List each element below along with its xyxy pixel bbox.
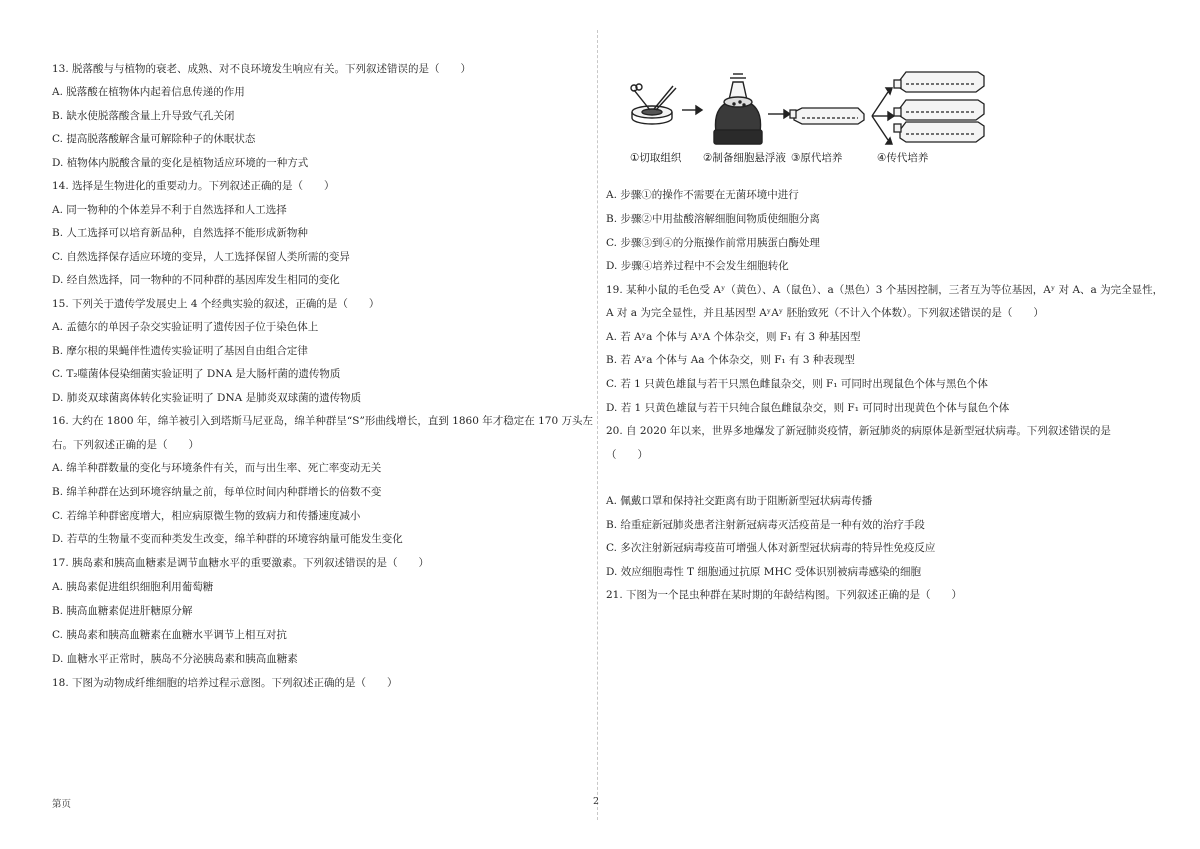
q15-option-d: D. 肺炎双球菌离体转化实验证明了 DNA 是肺炎双球菌的遗传物质 [52, 392, 362, 404]
q19-option-b: B. 若 Aʸa 个体与 Aa 个体杂交，则 F₁ 有 3 种表现型 [606, 354, 855, 366]
q13-option-c: C. 提高脱落酸解含量可解除种子的休眠状态 [52, 133, 256, 145]
q20-option-a: A. 佩戴口罩和保持社交距离有助于阻断新型冠状病毒传播 [606, 495, 873, 507]
footer-page-label: 第页 [52, 799, 72, 810]
figure-caption-step1: ①切取组织 [630, 152, 682, 164]
question-18-stem: 18. 下图为动物成纤维细胞的培养过程示意图。下列叙述正确的是（ ） [52, 677, 398, 689]
q13-option-a: A. 脱落酸在植物体内起着信息传递的作用 [52, 86, 245, 98]
q18-option-d: D. 步骤④培养过程中不会发生细胞转化 [606, 260, 789, 272]
question-20-stem: 20. 自 2020 年以来，世界多地爆发了新冠肺炎疫情，新冠肺炎的病原体是新型冠状病毒。下列叙述错误的是 [606, 425, 1111, 437]
q15-option-a: A. 孟德尔的单因子杂交实验证明了遗传因子位于染色体上 [52, 321, 319, 333]
question-16-stem-cont: 右。下列叙述正确的是（ ） [52, 439, 199, 451]
split-arrows-icon [872, 88, 894, 144]
arrow-icon [682, 106, 702, 114]
cell-culture-figure [630, 66, 986, 168]
q16-option-a: A. 绵羊种群数量的变化与环境条件有关，而与出生率、死亡率变动无关 [52, 462, 382, 474]
question-13-stem: 13. 脱落酸与与植物的衰老、成熟、对不良环境发生响应有关。下列叙述错误的是（ ） [52, 63, 472, 75]
tissue-dish-icon [631, 84, 676, 124]
question-19-stem-cont: A 对 a 为完全显性，并且基因型 AʸAʸ 胚胎致死（不计入个体数）。下列叙述错误的是（ ） [606, 307, 1044, 319]
figure-caption-step4: ④传代培养 [877, 152, 929, 164]
question-15-stem: 15. 下列关于遗传学发展史上 4 个经典实验的叙述，正确的是（ ） [52, 298, 380, 310]
q17-option-a: A. 胰岛素促进组织细胞利用葡萄糖 [52, 581, 214, 593]
q14-option-b: B. 人工选择可以培育新品种，自然选择不能形成新物种 [52, 227, 308, 239]
suspension-flask-icon [714, 74, 762, 144]
q14-option-c: C. 自然选择保存适应环境的变异，人工选择保留人类所需的变异 [52, 251, 350, 263]
q19-option-a: A. 若 Aʸa 个体与 AʸA 个体杂交，则 F₁ 有 3 种基因型 [606, 331, 861, 343]
cell-culture-diagram [630, 66, 986, 148]
q16-option-c: C. 若绵羊种群密度增大，相应病原微生物的致病力和传播速度减小 [52, 510, 361, 522]
q16-option-b: B. 绵羊种群在达到环境容纳量之前，每单位时间内种群增长的倍数不变 [52, 486, 382, 498]
q16-option-d: D. 若草的生物量不变而种类发生改变，绵羊种群的环境容纳量可能发生变化 [52, 533, 403, 545]
question-19-stem: 19. 某种小鼠的毛色受 Aʸ（黄色）、A（鼠色）、a（黑色）3 个基因控制，三者互为等位基因，Aʸ 对 A、a 为完全显性， [606, 284, 1164, 296]
q20-option-d: D. 效应细胞毒性 T 细胞通过抗原 MHC 受体识别被病毒感染的细胞 [606, 566, 922, 578]
q17-option-c: C. 胰岛素和胰高血糖素在血糖水平调节上相互对抗 [52, 629, 287, 641]
subculture-flasks-icon [894, 72, 984, 142]
q18-option-a: A. 步骤①的操作不需要在无菌环境中进行 [606, 189, 799, 201]
q13-option-d: D. 植物体内脱酸含量的变化是植物适应环境的一种方式 [52, 157, 309, 169]
question-20-stem-cont: （ ） [606, 449, 648, 461]
arrow-icon [768, 110, 790, 118]
q13-option-b: B. 缺水使脱落酸含量上升导致气孔关闭 [52, 110, 235, 122]
q19-option-c: C. 若 1 只黄色雄鼠与若干只黑色雌鼠杂交，则 F₁ 可同时出现鼠色个体与黑色个体 [606, 378, 988, 390]
q17-option-b: B. 胰高血糖素促进肝糖原分解 [52, 605, 193, 617]
q15-option-c: C. T₂噬菌体侵染细菌实验证明了 DNA 是大肠杆菌的遗传物质 [52, 368, 341, 380]
q19-option-d: D. 若 1 只黄色雄鼠与若干只纯合鼠色雌鼠杂交，则 F₁ 可同时出现黄色个体与鼠色个体 [606, 402, 1010, 414]
q20-option-c: C. 多次注射新冠病毒疫苗可增强人体对新型冠状病毒的特异性免疫反应 [606, 542, 936, 554]
q14-option-a: A. 同一物种的个体差异不利于自然选择和人工选择 [52, 204, 287, 216]
q15-option-b: B. 摩尔根的果蝇伴性遗传实验证明了基因自由组合定律 [52, 345, 308, 357]
q17-option-d: D. 血糖水平正常时，胰岛不分泌胰岛素和胰高血糖素 [52, 653, 298, 665]
q20-option-b: B. 给重症新冠肺炎患者注射新冠病毒灭活疫苗是一种有效的治疗手段 [606, 519, 925, 531]
figure-caption-step3: ③原代培养 [791, 152, 843, 164]
question-17-stem: 17. 胰岛素和胰高血糖素是调节血糖水平的重要激素。下列叙述错误的是（ ） [52, 557, 430, 569]
q18-option-b: B. 步骤②中用盐酸溶解细胞间物质使细胞分离 [606, 213, 820, 225]
figure-caption-step2: ②制备细胞悬浮液 [703, 152, 786, 164]
question-14-stem: 14. 选择是生物进化的重要动力。下列叙述正确的是（ ） [52, 180, 335, 192]
primary-culture-flask-icon [790, 108, 864, 124]
q14-option-d: D. 经自然选择，同一物种的不同种群的基因库发生相同的变化 [52, 274, 340, 286]
column-divider [597, 30, 598, 820]
question-16-stem: 16. 大约在 1800 年，绵羊被引入到塔斯马尼亚岛，绵羊种群呈“S”形曲线增长，直到 1860 年才稳定在 170 万头左 [52, 415, 593, 427]
question-21-stem: 21. 下图为一个昆虫种群在某时期的年龄结构图。下列叙述正确的是（ ） [606, 589, 963, 601]
q18-option-c: C. 步骤③到④的分瓶操作前常用胰蛋白酶处理 [606, 237, 820, 249]
footer-page-number: 2 [593, 796, 600, 807]
